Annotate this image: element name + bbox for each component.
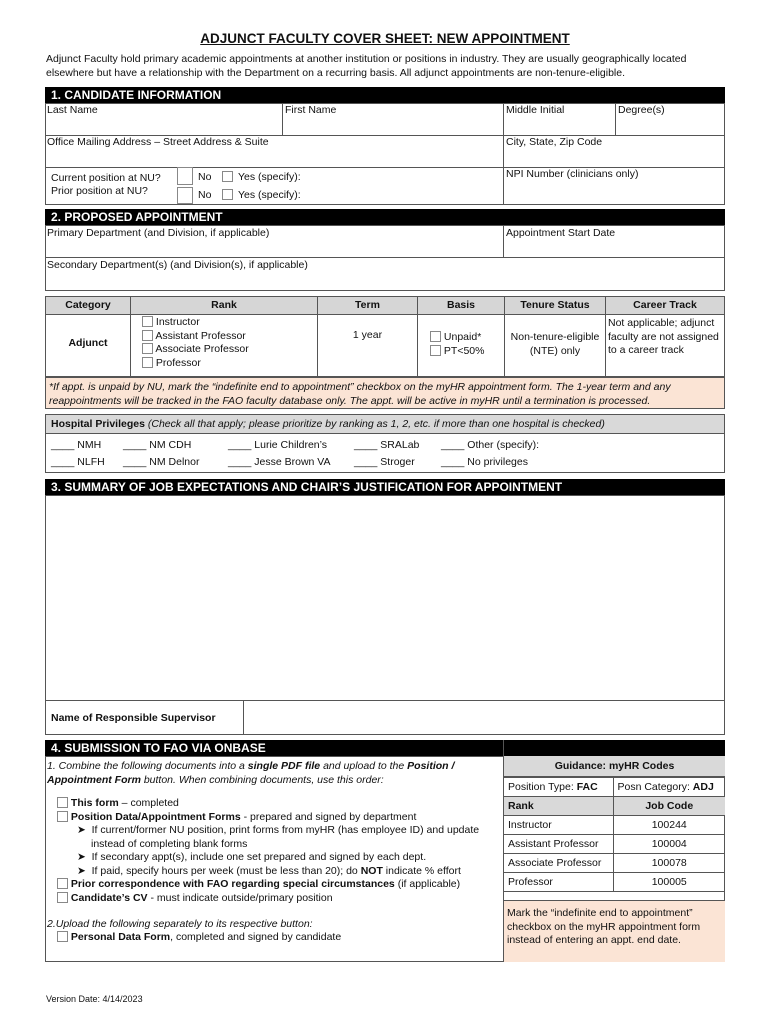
hosp-other[interactable]: ____ Other (specify): [441,439,540,451]
supervisor-input[interactable] [245,702,723,733]
hospital-instructions: (Check all that apply; please prioritize by ranking as 1, 2, etc. if more than one hospital is checked) [147,418,605,430]
guidance-title: Guidance: myHR Codes [504,756,725,777]
personal-data-checkbox[interactable] [57,931,68,942]
degrees-field[interactable]: Degree(s) [618,104,665,116]
col-career: Career Track [605,296,725,315]
prior-no-checkbox[interactable] [177,187,193,204]
middle-initial-field[interactable]: Middle Initial [506,104,565,116]
rank-professor-checkbox[interactable] [142,357,153,368]
hosp-jessebrown[interactable]: ____ Jesse Brown VA [228,456,331,468]
hosp-nmh[interactable]: ____ NMH [51,439,102,451]
term-value: 1 year [317,315,418,377]
job-code-table: Position Type: FAC Posn Category: ADJ Rank Job Code Instructor 100244 Assistant Professor 100004 Associate Professor 100078 Professor 100005 [504,777,725,892]
nu-position-checkbox-area[interactable] [177,167,193,185]
version-date: Version Date: 4/14/2023 [46,994,143,1004]
justification-textarea[interactable] [45,495,725,735]
city-state-zip-field[interactable]: City, State, Zip Code [506,136,603,148]
section4-header: 4. SUBMISSION TO FAO VIA ONBASE [45,740,725,756]
rank-cell [130,315,318,377]
step2-text: 2.Upload the following separately to its respective button: [47,918,313,930]
supervisor-label: Name of Responsible Supervisor [51,712,216,724]
hosp-nlfh[interactable]: ____ NLFH [51,456,105,468]
npi-field[interactable]: NPI Number (clinicians only) [506,168,639,180]
current-yes-label: Yes (specify): [238,171,301,183]
guidance-note: Mark the “indefinite end to appointment” checkbox on the myHR appointment form instead of entering an appt. end date. [504,900,725,962]
primary-dept-field[interactable]: Primary Department (and Division, if applicable) [47,227,270,239]
hospital-label: Hospital Privileges [51,418,145,430]
career-value: Not applicable; adjunct faculty are not assigned to a career track [605,315,725,377]
table-row: Associate Professor 100078 [504,854,725,873]
col-rank: Rank [130,296,318,315]
col-term: Term [317,296,418,315]
cv-checkbox[interactable] [57,892,68,903]
prior-corr-checkbox[interactable] [57,878,68,889]
rank-associate: Associate Professor [155,343,249,355]
hospital-header [46,415,724,434]
current-position-label: Current position at NU? [51,172,161,184]
table-row: Assistant Professor 100004 [504,835,725,854]
prior-yes-label: Yes (specify): [238,189,301,201]
current-no-label: No [198,171,212,183]
section2-header: 2. PROPOSED APPOINTMENT [45,209,725,225]
basis-pt-checkbox[interactable] [430,345,441,356]
section3-header: 3. SUMMARY OF JOB EXPECTATIONS AND CHAIR’S JUSTIFICATION FOR APPOINTMENT [45,479,725,495]
tenure-value: Non-tenure-eligible (NTE) only [504,315,606,377]
pos-data-checkbox[interactable] [57,811,68,822]
rank-associate-checkbox[interactable] [142,343,153,354]
intro-text: Adjunct Faculty hold primary academic appointments at another institution or positions in industry. They are usually geographically located elsewhere but have a relationship with the Department on a recurring basis. All adjunct appointments are non-tenure-eligible. [46,53,687,79]
table-row: Professor 100005 [504,873,725,892]
hosp-lurie[interactable]: ____ Lurie Children’s [228,439,328,451]
hosp-none[interactable]: ____ No privileges [441,456,528,468]
rank-assistant: Assistant Professor [155,329,246,342]
category-value: Adjunct [45,315,131,377]
step1-text: 1. Combine the following documents into a single PDF file and upload to the Position / Appointment Form button. When combining documents, use this order: [47,760,455,786]
last-name-field[interactable]: Last Name [47,104,98,116]
rank-professor: Professor [155,356,201,369]
basis-pt: PT<50% [443,344,485,357]
page-title: ADJUNCT FACULTY COVER SHEET: NEW APPOINTMENT [200,31,570,46]
start-date-field[interactable]: Appointment Start Date [506,227,616,239]
hosp-sralab[interactable]: ____ SRALab [354,439,420,451]
prior-no-label: No [198,189,212,201]
secondary-dept-field[interactable]: Secondary Department(s) (and Division(s), if applicable) [47,259,308,271]
document-list: This form – completed Position Data/Appointment Forms - prepared and signed by department ➤ If current/former NU position, print forms from myHR (has employee ID) and update instead of completing blank forms ➤ If secondary appt(s), include one set prepared and signed by each dept. ➤ If paid, specify hours per week (must be less than 20); do NOT indicate % effort Prior correspondence with FAO regarding special circumstances (if applicable) Candidate’s CV - must indicate outside/primary position [57,797,501,905]
rank-assistant-checkbox[interactable] [142,330,153,341]
hosp-nmdelnor[interactable]: ____ NM Delnor [123,456,200,468]
col-tenure: Tenure Status [504,296,606,315]
table-row: Instructor 100244 [504,816,725,835]
prior-yes-checkbox[interactable] [222,189,233,200]
this-form-checkbox[interactable] [57,797,68,808]
basis-cell [417,315,505,377]
unpaid-note: *If appt. is unpaid by NU, mark the “indefinite end to appointment” checkbox on the myHR appointment form. The 1-year term and any reappointments will be tracked in the FAO faculty database only. The appt. will be active in myHR until a termination is processed. [45,377,725,409]
prior-position-label: Prior position at NU? [51,185,148,197]
rank-instructor-checkbox[interactable] [142,316,153,327]
rank-instructor: Instructor [155,316,200,328]
col-basis: Basis [417,296,505,315]
first-name-field[interactable]: First Name [285,104,337,116]
hosp-nmcdh[interactable]: ____ NM CDH [123,439,192,451]
basis-unpaid: Unpaid* [443,331,482,343]
col-category: Category [45,296,131,315]
current-yes-checkbox[interactable] [222,171,233,182]
section1-header: 1. CANDIDATE INFORMATION [45,87,725,103]
hosp-stroger[interactable]: ____ Stroger [354,456,415,468]
personal-data-item: Personal Data Form, completed and signed by candidate [57,931,341,943]
address-field[interactable]: Office Mailing Address – Street Address & Suite [47,136,269,148]
basis-unpaid-checkbox[interactable] [430,331,441,342]
